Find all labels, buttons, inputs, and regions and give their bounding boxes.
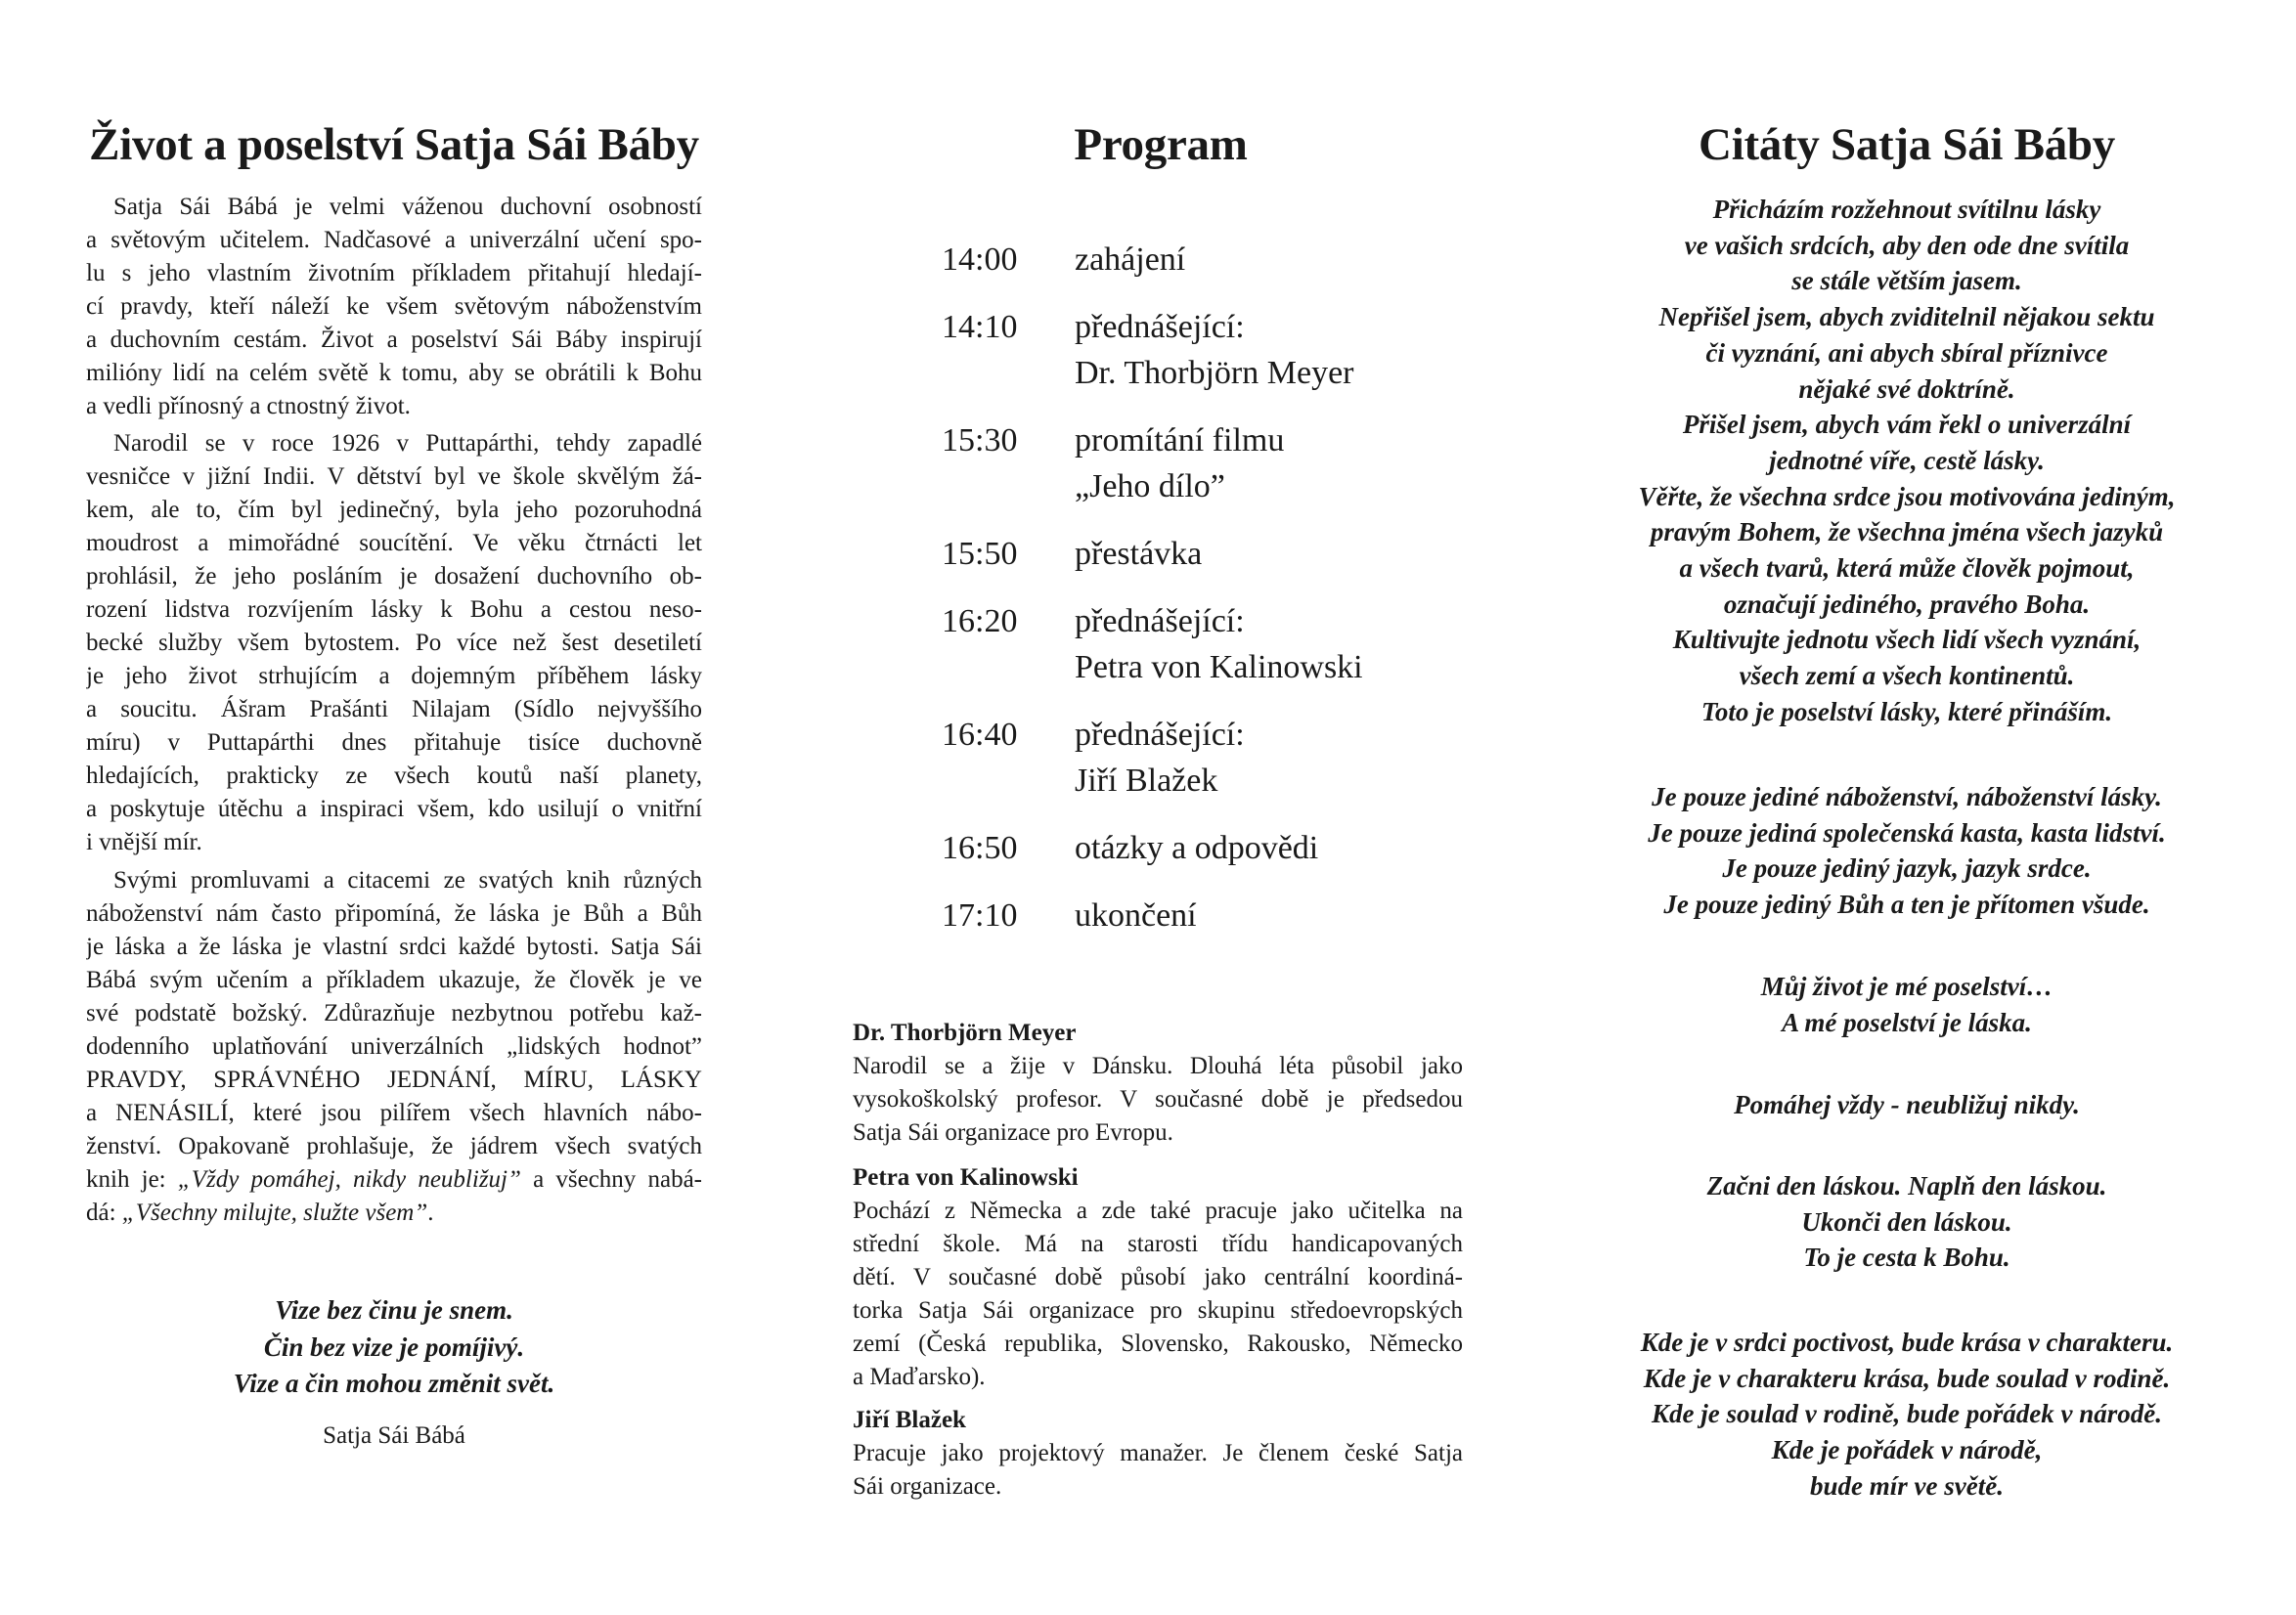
text-line: cí pravdy, kteří náleží ke všem světovým náboženstvím [86,293,702,320]
program-activity [1075,712,1245,804]
activity-line: přednášející: [1075,603,1245,639]
program-activity [1075,417,1284,509]
film-title: „Jeho dílo” [1075,468,1225,504]
quote-line: Je pouze jediný Bůh a ten je přítomen všude. [1663,890,2150,920]
program-time: 14:00 [942,241,1018,278]
text-line: míru) v Puttapárthi dnes přitahuje tisíce duchovně [86,729,702,756]
text-line: PRAVDY, SPRÁVNÉHO JEDNÁNÍ, MÍRU, LÁSKY [86,1067,702,1093]
quote-line: ve vašich srdcích, aby den ode dne svítila [1684,230,2130,260]
activity-line: otázky a odpovědi [1075,830,1319,866]
text-line: moudrost a mimořádné soucítění. Ve věku čtrnácti let [86,530,702,556]
text-line: dětí. V současné době působí jako centrální koordiná- [853,1264,1463,1290]
motto-line: Čin bez vize je pomíjivý. [263,1331,525,1362]
text-line: dodenního uplatňování univerzálních „lidských hodnot” [86,1033,702,1060]
program-time: 17:10 [942,897,1018,934]
program-time: 15:30 [942,422,1018,458]
life-heading: Život a poselství Satja Sái Báby [89,119,699,170]
quote-line: Toto je poselství lásky, které přináším. [1700,696,2113,726]
text-line: torka Satja Sái organizace pro skupinu středoevropských [853,1297,1463,1324]
italic-quote: „Vždy pomáhej, nikdy neubližuj” [177,1166,521,1193]
quote-line: jednotné víře, cestě lásky. [1769,445,2045,475]
quote-line: Přišel jsem, abych vám řekl o univerzální [1682,410,2132,440]
quote-line: se stále větším jasem. [1791,266,2022,296]
speaker-bio-name: Dr. Thorbjörn Meyer [853,1020,1077,1046]
quote-block [1604,969,2210,1040]
text-line: becké služby všem bytostem. Po více než šest desetiletí [86,630,702,656]
quote-line: Kde je v charakteru krása, bude soulad v rodině. [1643,1363,2171,1393]
program-activity [1075,531,1202,577]
text-segment: a všechny nabá- [520,1166,702,1193]
motto-quote [86,1292,702,1403]
activity-line: zahájení [1075,241,1186,278]
quote-block [1604,192,2210,730]
quote-line: A mé poselství je láska. [1782,1007,2032,1037]
text-line: a duchovním cestám. Život a poselství Sái Báby inspirují [86,327,702,353]
activity-line: přestávka [1075,536,1203,572]
text-line: Bábá svým učením a příkladem ukazuje, že člověk je ve [86,967,702,993]
paragraph-biography [86,427,702,859]
text-segment: . [427,1200,434,1226]
quote-line: Pomáhej vždy - neubližuj nikdy. [1734,1090,2080,1119]
quote-line: Je pouze jediná společenská kasta, kasta lidství. [1648,817,2166,848]
motto-author: Satja Sái Bábá [323,1422,465,1449]
quote-line: Kde je soulad v rodině, bude pořádek v národě. [1652,1399,2162,1429]
speaker-bio-name: Jiří Blažek [853,1407,966,1433]
text-line: Narodil se a žije v Dánsku. Dlouhá léta působil jako [853,1053,1463,1079]
text-line: rození lidstva rozvíjením lásky k Bohu a cestou neso- [86,596,702,623]
program-time: 15:50 [942,536,1018,572]
activity-line: ukončení [1075,897,1197,934]
text-line: své podstatě božský. Zdůrazňuje nezbytnou potřebu kaž- [86,1000,702,1026]
quote-block [1604,1087,2210,1123]
program-activity [1075,893,1197,938]
quote-line: Začni den láskou. Naplň den láskou. [1706,1171,2107,1200]
text-segment: knih je: [86,1166,178,1193]
activity-line: přednášející: [1075,717,1245,753]
speaker-name: Petra von Kalinowski [1075,649,1363,685]
quotes-heading: Citáty Satja Sái Báby [1699,119,2115,170]
quote-line: Nepřišel jsem, abych zviditelnil nějakou sektu [1658,302,2155,332]
text-line: a soucitu. Ášram Prašánti Nilajam (Sídlo nejvyššího [86,696,702,722]
text-line: hledajících, prakticky ze všech koutů naší planety, [86,763,702,789]
text-line: vysokoškolský profesor. V současné době je předsedou [853,1086,1463,1113]
activity-line: promítání filmu [1075,422,1285,458]
text-line: ženství. Opakovaně prohlašuje, že jádrem všech svatých [86,1133,702,1159]
quote-line: nějaké své doktríně. [1798,373,2015,404]
motto-line: Vize bez činu je snem. [275,1295,513,1325]
quote-line: Věřte, že všechna srdce jsou motivována jediným, [1638,481,2176,511]
italic-quote: „Všechny milujte, služte všem” [121,1200,428,1226]
text-line: Narodil se v roce 1926 v Puttapárthi, tehdy zapadlé [113,430,702,457]
quote-line: Je pouze jediné náboženství, náboženství lásky. [1652,782,2162,811]
speaker-bio [853,1404,1463,1504]
text-line: Svými promluvami a citacemi ze svatých knih různých [113,867,702,894]
quote-line: Kde je pořádek v národě, [1771,1435,2043,1465]
text-line: a světovým učitelem. Nadčasové a univerzální učení spo- [86,227,702,253]
quote-block [1604,1168,2210,1276]
text-line: i vnější mír. [86,829,202,855]
text-line: Pochází z Německa a zde také pracuje jako učitelka na [853,1198,1463,1224]
program-activity [1075,598,1363,690]
paragraph-teachings [86,864,702,1230]
quote-line: pravým Bohem, že všechna jména všech jazyků [1650,517,2164,547]
quote-line: Je pouze jediný jazyk, jazyk srdce. [1722,853,2092,884]
quote-line: Můj život je mé poselství… [1760,972,2053,1001]
quote-line: Přicházím rozžehnout svítilnu lásky [1712,195,2101,224]
speaker-name: Dr. Thorbjörn Meyer [1075,355,1354,391]
text-line: lu s jeho vlastním životním příkladem přitahují hledají- [86,260,702,286]
quote-block [1604,1325,2210,1505]
text-line: a Maďarsko). [853,1364,986,1390]
text-line: vesničce v jižní Indii. V dětství byl ve škole skvělým žá- [86,463,702,490]
text-line: a NENÁSILÍ, které jsou pilířem všech hlavních nábo- [86,1100,702,1126]
quote-line: Ukonči den láskou. [1801,1206,2012,1237]
text-line: kem, ale to, čím byl jedinečný, byla jeho pozoruhodná [86,497,702,523]
program-activity [1075,237,1185,283]
program-heading: Program [1074,119,1248,170]
text-segment: dá: [86,1200,122,1226]
text-line-with-quote [86,1163,702,1197]
quote-line: bude mír ve světě. [1810,1470,2004,1501]
paragraph-intro [86,191,702,423]
speaker-bio [853,1017,1463,1150]
program-activity [1075,825,1318,871]
text-line: zemí (Česká republika, Slovensko, Rakousko, Německo [853,1331,1463,1357]
motto-line: Vize a čin mohou změnit svět. [233,1369,555,1398]
text-line: je láska a že láska je vlastní srdci každé bytosti. Satja Sái [86,934,702,960]
quote-line: Kultivujte jednotu všech lidí všech vyznání, [1672,625,2141,655]
quote-line: To je cesta k Bohu. [1803,1243,2010,1273]
program-activity [1075,304,1353,396]
program-time: 16:20 [942,603,1018,639]
quote-line: a všech tvarů, která může člověk pojmout, [1679,553,2135,584]
text-line: střední škole. Má na starosti třídu handicapovaných [853,1231,1463,1257]
speaker-bio [853,1161,1463,1394]
text-line: Sái organizace. [853,1473,1002,1500]
text-line-with-quote [86,1197,702,1230]
text-line: a poskytuje útěchu a inspiraci všem, kdo usilují o vnitřní [86,796,702,822]
quote-line: či vyznání, ani abych sbíral příznivce [1705,337,2108,368]
program-time: 14:10 [942,309,1018,345]
text-line: prohlásil, že jeho posláním je dosažení duchovního ob- [86,563,702,589]
quote-line: všech zemí a všech kontinentů. [1739,661,2075,691]
text-line: milióny lidí na celém světě k tomu, aby se obrátili k Bohu [86,360,702,386]
text-line: a vedli přínosný a ctnostný život. [86,393,411,419]
text-line: Pracuje jako projektový manažer. Je členem české Satja [853,1440,1463,1466]
quote-line: Kde je v srdci poctivost, bude krása v charakteru. [1640,1328,2174,1357]
quote-line: označují jediného, pravého Boha. [1723,589,2091,619]
speaker-bio-name: Petra von Kalinowski [853,1164,1079,1191]
program-time: 16:40 [942,717,1018,753]
text-line: je jeho život strhujícím a dojemným příběhem lásky [86,663,702,689]
text-line: náboženství nám často připomíná, že láska je Bůh a Bůh [86,900,702,927]
speaker-name: Jiří Blažek [1075,763,1218,799]
text-line: Satja Sái organizace pro Evropu. [853,1119,1173,1146]
quote-block [1604,779,2210,923]
text-line: Satja Sái Bábá je velmi váženou duchovní osobností [113,194,702,220]
activity-line: přednášející: [1075,309,1245,345]
program-time: 16:50 [942,830,1018,866]
